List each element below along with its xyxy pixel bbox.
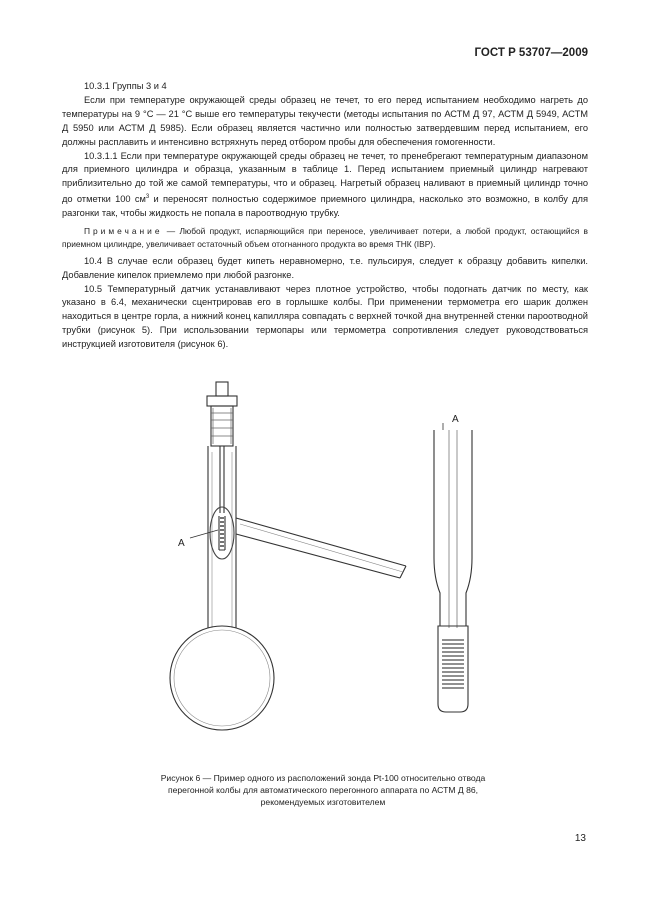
cap-nut	[207, 396, 237, 406]
paragraph	[62, 150, 588, 222]
superscript: 3	[145, 194, 150, 201]
label-a-right: А	[452, 414, 459, 425]
body-text	[62, 80, 588, 352]
flask-drawing	[160, 378, 490, 758]
probe-sheath	[220, 446, 224, 513]
label-a-left: А	[178, 538, 185, 549]
paragraph: Если при температуре окружающей среды образец не течет, то его перед испытанием необходимо нагреть до температуры на 9 °С — 21 °С выше его температуры текучести (методы испытания по АСТМ Д 97, АСТМ Д 5949, АСТМ Д 5950 или АСТМ Д 5985). Если образец является частично или полностью затвердевшим перед испытанием, его должны расплавить и интенсивно встряхнуть перед отбором пробы для обеспечения гомогенности.	[62, 94, 588, 147]
paragraph-text: и переносят полностью содержимое приемного цилиндра, насколько это возможно, в колбу для разгонки так, чтобы жидкость не попала в пароотводную трубку.	[62, 194, 588, 219]
section-heading: 10.3.1 Группы 3 и 4	[84, 81, 167, 91]
paragraph-text: 10.3.1.1 Если при температуре окружающей среды образец не течет, то пренебрегают температурным диапазоном для приемного цилиндра и образца, указанным в таблице 1. Перед испытанием приемный цилиндр нагревают приблизительно до той же самой температуры, что и образец. Нагретый образец наливают в приемный цилиндр точно до отметки 100 см	[62, 150, 588, 205]
figure-6	[160, 378, 490, 758]
page-number: 13	[574, 833, 586, 844]
document-code: ГОСТ Р 53707—2009	[474, 47, 588, 59]
paragraph: 10.5 Температурный датчик устанавливают через плотное устройство, чтобы подогнать датчик по месту, как указано в 6.4, механически сцентрировав его в горлышке колбы. При применении термометра его шарик должен находиться в центре горла, а нижний конец капилляра совпадать с верхней точкой дна внутренней стенки пароотводной трубки (рисунок 5). При использовании термопары или термометра сопротивления следует руководствоваться инструкцией изготовителя (рисунок 6).	[62, 283, 588, 350]
note-label: Примечание	[84, 226, 163, 237]
note	[62, 225, 588, 251]
probe-top	[216, 382, 228, 396]
figure-caption: Рисунок 6 — Пример одного из расположений зонда Pt-100 относительно отвода перегонной колбы для автоматического перегонного аппарата по АСТМ Д 86, рекомендуемых изготовителем	[160, 773, 486, 807]
flask-bulb	[170, 626, 274, 730]
stopper	[211, 406, 233, 446]
probe-detail	[434, 423, 472, 712]
note-text: — Любой продукт, испаряющийся при переносе, увеличивает потери, а любой продукт, остающийся в приемном цилиндре, увеличивает остаточный объем отогнанного продукта во время ТНК (IBP).	[62, 226, 588, 249]
paragraph: 10.4 В случае если образец будет кипеть неравномерно, т.е. пульсируя, следует к образцу добавить кипелки. Добавление кипелок приемлемо при любой разгонке.	[62, 255, 588, 280]
